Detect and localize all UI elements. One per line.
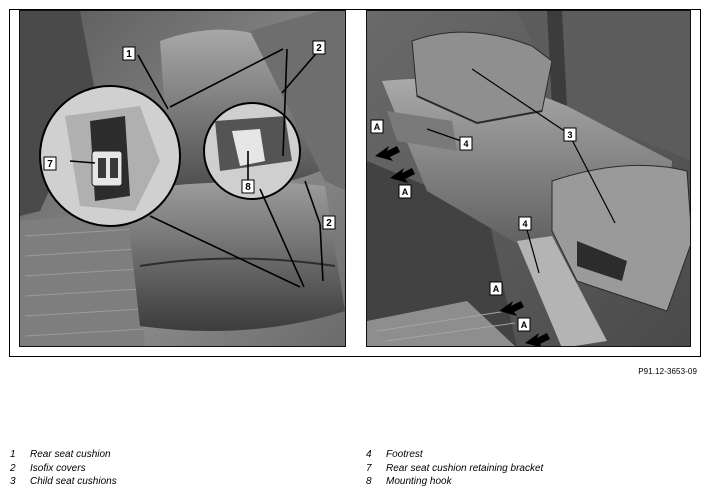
legend-label: Mounting hook (386, 476, 452, 487)
legend-number: 7 (366, 462, 372, 474)
legend-number: 4 (366, 449, 372, 460)
legend-number: 2 (10, 462, 16, 474)
callout-A-1 (371, 120, 383, 133)
svg-text:2: 2 (316, 43, 322, 54)
photo-right-drawing (367, 11, 691, 347)
svg-text:A: A (401, 187, 409, 197)
svg-text:8: 8 (245, 182, 251, 193)
svg-text:7: 7 (47, 159, 53, 170)
figure-image-id: P91.12-3653-09 (638, 367, 697, 376)
legend-item (366, 462, 543, 476)
svg-text:A: A (492, 284, 500, 294)
legend-item (10, 475, 117, 489)
photo-child-seat-cushions (366, 10, 691, 347)
callout-A-3 (490, 282, 502, 295)
legend-label: Child seat cushions (30, 476, 117, 487)
callout-7 (44, 157, 56, 170)
callout-2-bottom (323, 216, 335, 229)
legend-label: Rear seat cushion retaining bracket (386, 462, 544, 474)
callout-1 (123, 47, 135, 60)
svg-text:4: 4 (522, 219, 528, 229)
svg-text:1: 1 (126, 49, 132, 60)
legend-number: 1 (10, 449, 16, 460)
legend-number: 3 (10, 476, 16, 487)
svg-text:2: 2 (326, 218, 332, 229)
callout-A-2 (399, 185, 411, 198)
legend-label: Rear seat cushion (30, 449, 111, 460)
legend-item (366, 448, 543, 462)
legend-right (366, 448, 543, 489)
svg-text:A: A (520, 320, 528, 330)
svg-text:A: A (373, 122, 381, 132)
photo-rear-seat-isofix (19, 10, 346, 347)
svg-text:4: 4 (463, 139, 469, 149)
legend-item (10, 462, 117, 476)
callout-8 (242, 180, 254, 193)
callout-4-top (460, 137, 472, 150)
legend-left (10, 448, 117, 489)
legend-number: 8 (366, 476, 372, 487)
photo-left-drawing (20, 11, 346, 347)
callout-3 (564, 128, 576, 141)
legend-label: Isofix covers (30, 462, 86, 474)
callout-2-top (313, 41, 325, 54)
legend-label: Footrest (386, 449, 423, 460)
legend-item (366, 475, 543, 489)
callout-4-bottom (519, 217, 531, 230)
svg-text:3: 3 (567, 130, 573, 140)
legend-item (10, 448, 117, 462)
callout-A-4 (518, 318, 530, 331)
